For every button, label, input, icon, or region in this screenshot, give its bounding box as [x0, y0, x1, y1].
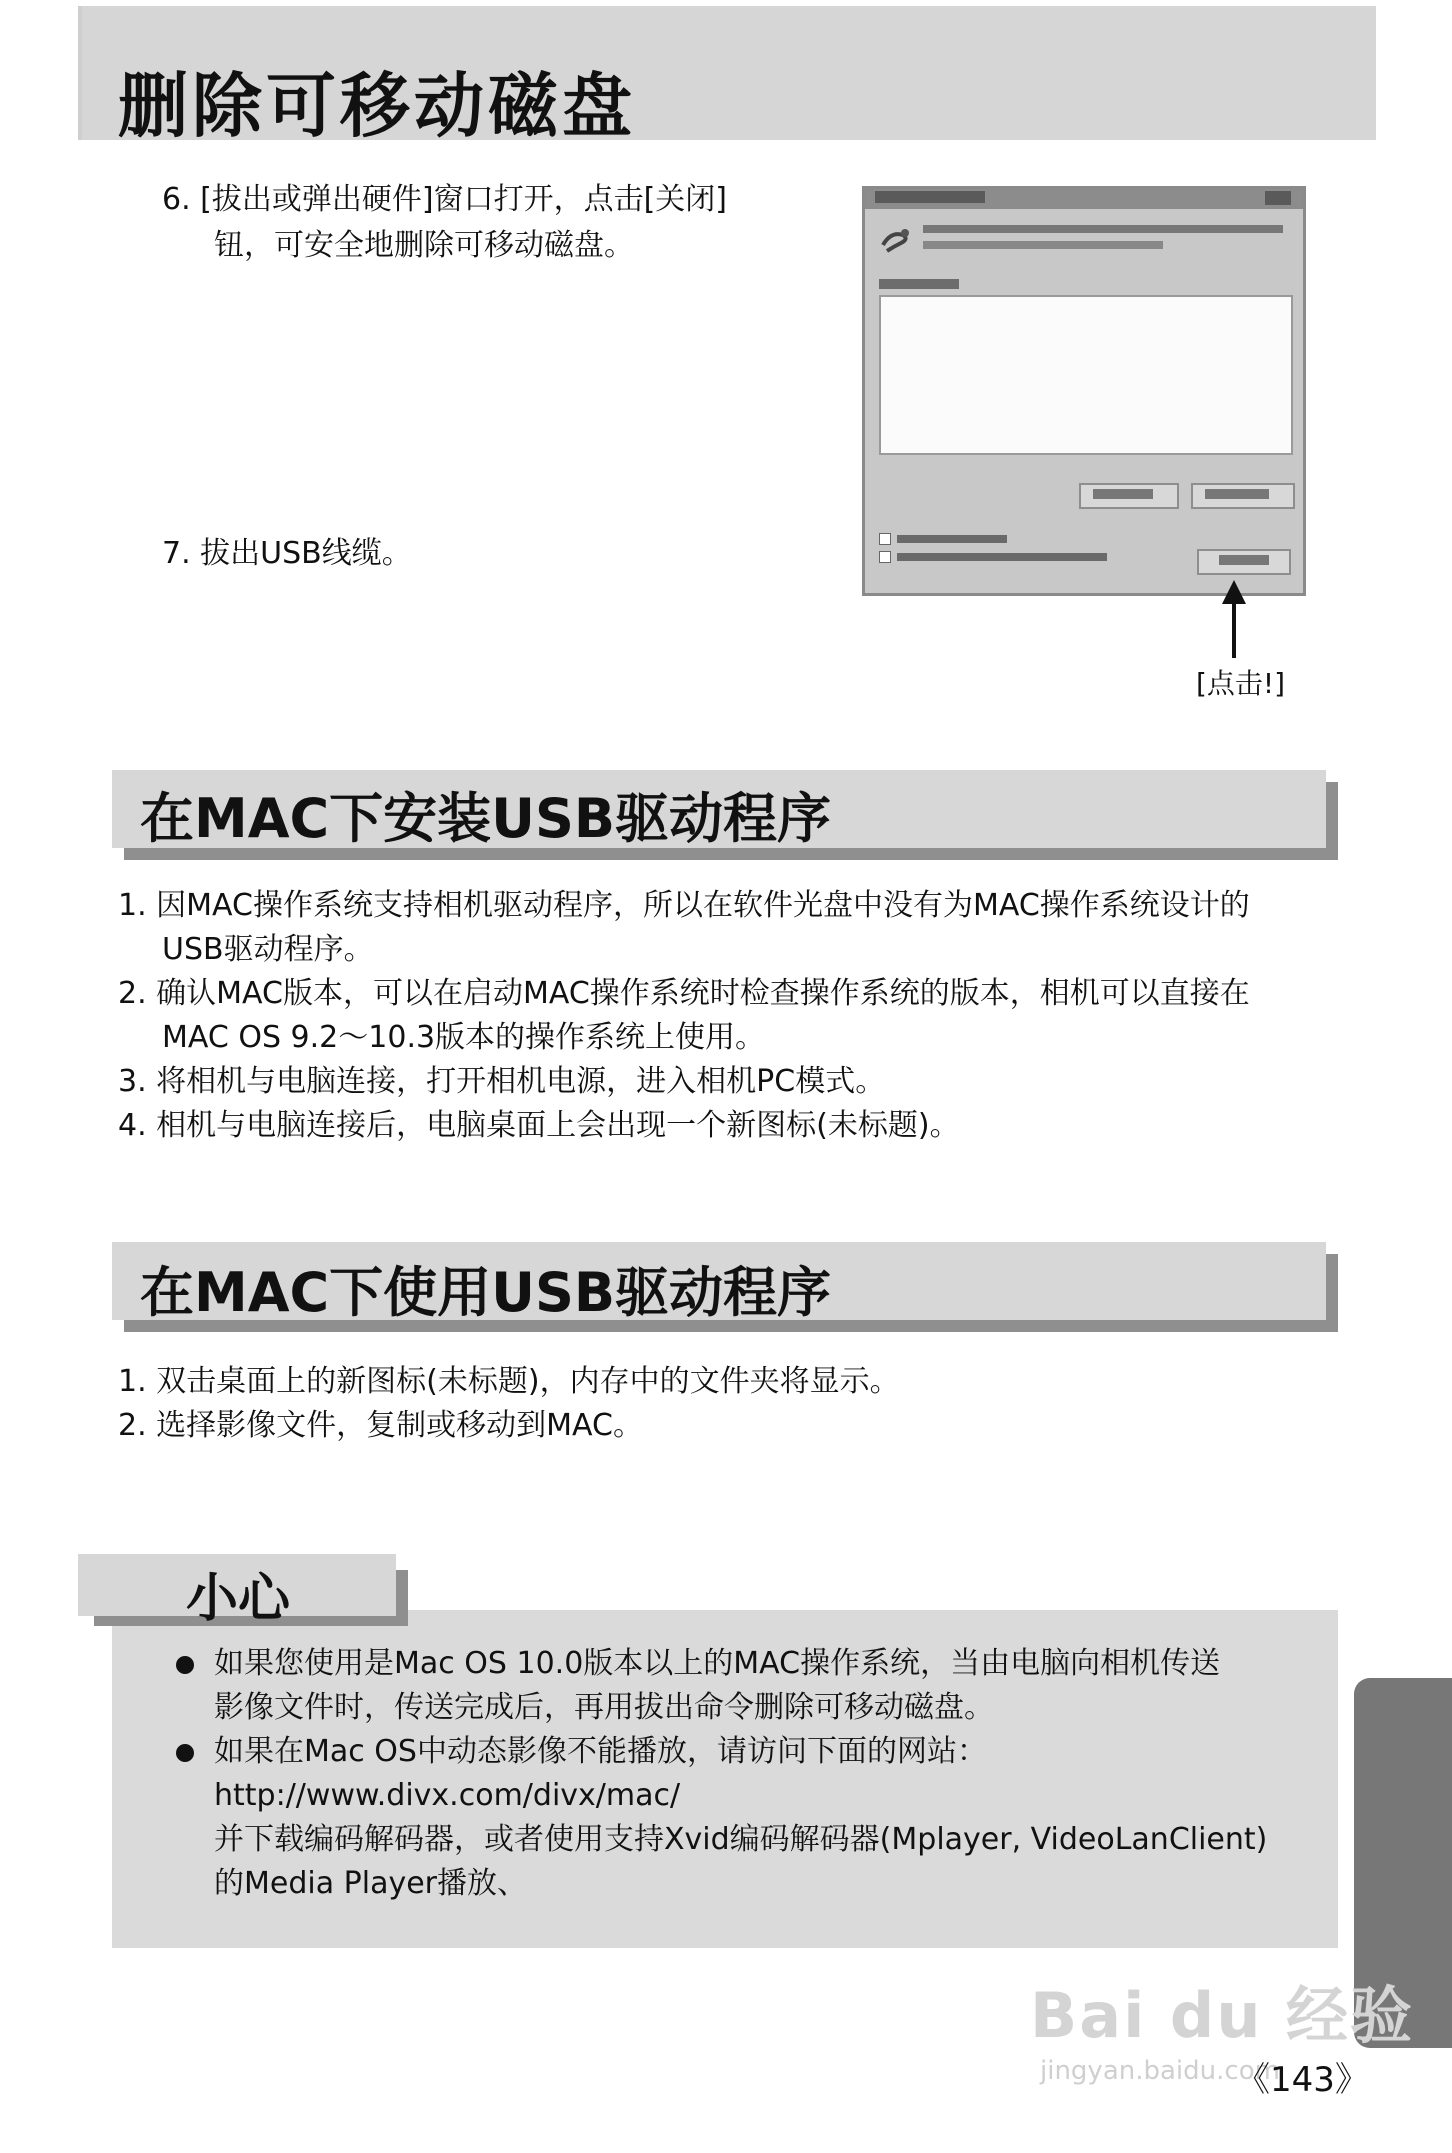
- watermark-logo: Bai du 经验: [1030, 1979, 1415, 2052]
- close-button: [1197, 549, 1291, 575]
- eject-hardware-dialog-screenshot: [862, 186, 1306, 596]
- watermark-url: jingyan.baidu.com: [1040, 2056, 1280, 2086]
- install-item-2-cont: MAC OS 9.2～10.3版本的操作系统上使用。: [162, 1020, 766, 1055]
- dialog-description-blur: [923, 225, 1283, 233]
- dialog-window-buttons: [1265, 191, 1291, 205]
- stop-button: [1191, 483, 1295, 509]
- hardware-icon: [879, 225, 913, 255]
- page-number: 《143》: [1236, 2060, 1369, 2100]
- step-7-line: 7. 拔出USB线缆。: [162, 536, 412, 571]
- install-item-4: 4. 相机与电脑连接后，电脑桌面上会出现一个新图标(未标题)。: [118, 1108, 960, 1143]
- caution-2-line3: 并下载编码解码器，或者使用支持Xvid编码解码器(Mplayer, VideoLanClient): [214, 1822, 1268, 1857]
- caution-2-line4: 的Media Player播放、: [214, 1866, 527, 1901]
- dialog-description-blur-2: [923, 241, 1163, 249]
- caution-heading: 小心: [186, 1569, 291, 1629]
- install-item-3: 3. 将相机与电脑连接，打开相机电源，进入相机PC模式。: [118, 1064, 886, 1099]
- arrow-shaft: [1232, 598, 1236, 658]
- bullet-icon: [176, 1656, 194, 1674]
- use-item-1: 1. 双击桌面上的新图标(未标题)，内存中的文件夹将显示。: [118, 1364, 900, 1399]
- caution-2-line1: 如果在Mac OS中动态影像不能播放，请访问下面的网站：: [214, 1734, 987, 1769]
- install-item-1: 1. 因MAC操作系统支持相机驱动程序，所以在软件光盘中没有为MAC操作系统设计的: [118, 888, 1250, 923]
- click-annotation: [点击!]: [1196, 667, 1286, 700]
- caution-2-url: http://www.divx.com/divx/mac/: [214, 1778, 681, 1813]
- use-item-2: 2. 选择影像文件，复制或移动到MAC。: [118, 1408, 643, 1443]
- dialog-list-label-blur: [879, 279, 959, 289]
- step-6-line1: 6. [拔出或弹出硬件]窗口打开，点击[关闭]: [162, 182, 727, 217]
- display-components-checkbox: [879, 533, 891, 545]
- install-item-2: 2. 确认MAC版本，可以在启动MAC操作系统时检查操作系统的版本，相机可以直接在: [118, 976, 1250, 1011]
- section-heading-use: 在MAC下使用USB驱动程序: [140, 1261, 832, 1324]
- caution-1-line2: 影像文件时，传送完成后，再用拔出命令删除可移动磁盘。: [214, 1690, 994, 1725]
- properties-button: [1079, 483, 1179, 509]
- dialog-title-blur: [875, 191, 985, 203]
- page-title: 删除可移动磁盘: [118, 65, 636, 147]
- install-item-1-cont: USB驱动程序。: [162, 932, 374, 967]
- section-heading-install: 在MAC下安装USB驱动程序: [140, 787, 832, 850]
- caution-1-line1: 如果您使用是Mac OS 10.0版本以上的MAC操作系统，当由电脑向相机传送: [214, 1646, 1221, 1681]
- step-6-line2: 钮，可安全地删除可移动磁盘。: [214, 228, 634, 263]
- taskbar-icon-checkbox: [879, 551, 891, 563]
- hardware-device-list: [879, 295, 1293, 455]
- bullet-icon: [176, 1744, 194, 1762]
